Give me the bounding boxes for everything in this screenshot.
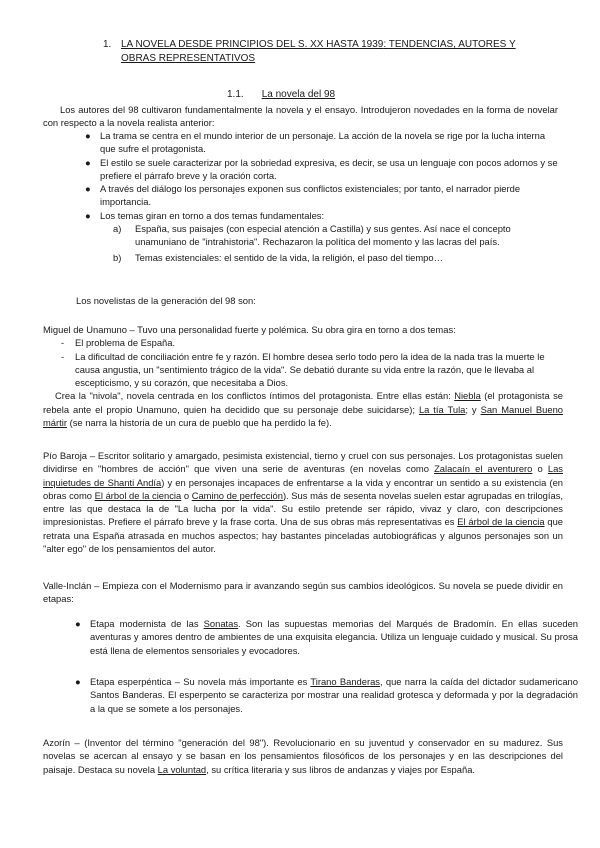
section-heading [103, 38, 523, 66]
section-title: LA NOVELA DESDE PRINCIPIOS DEL S. XX HASTA 1939: TENDENCIAS, AUTORES Y OBRAS REPRESENTATIVOS [121, 39, 516, 64]
baroja-paragraph: Pío Baroja – Escritor solitario y amargado, pesimista existencial, tierno y cruel con sus personajes. Los protagonistas suelen dividirse en "hombres de acción" que viven una serie de aventuras (en novelas como Zalacaín el aventurero o Las inquietudes de Shanti Andía) y en personajes incapaces de enfrentarse a la vida y encontrar un sentido a su existencia (en obras como El árbol de la ciencia o Camino de perfección). Sus más de sesenta novelas suelen estar agrupadas en trilogías, entre las que destaca la de "La lucha por la vida". Su estilo pretende ser rápido, vivaz y claro, con descripciones impresionistas. Prefiere el párrafo breve y la frase corta. Una de sus obras más representativas es El árbol de la ciencia que retrata una España atrasada en muchos aspectos; hay bastantes pinceladas autobiográficas y algunos personajes son un "alter ego" de los pensamientos del autor. [43, 450, 564, 555]
section-number: 1. [103, 39, 112, 50]
features-list [85, 129, 558, 264]
sub-list [85, 222, 558, 264]
work-title: El árbol de la ciencia [457, 516, 545, 528]
sub-list-item: b) Temas existenciales: el sentido de la vida, la religión, el paso del tiempo… [113, 251, 443, 263]
nivola-paragraph: Crea la "nivola", novela centrada en los conflictos íntimos del protagonista. Entre ellas están: Niebla (el protagonista se rebela ante el propio Unamuno, quien ha decidido que su personaje debe suicidarse); La tía Tula; y San Manuel Bueno mártir (se narra la historia de un cura de pueblo que ha perdido la fe). [43, 390, 563, 429]
work-title: San Manuel Bueno mártir [43, 403, 563, 429]
subsection-heading [227, 88, 335, 101]
subsection-number: 1.1. [227, 89, 244, 100]
list-item: - El problema de España. [61, 337, 176, 349]
work-title: Camino de perfección [191, 489, 283, 501]
list-item: ● La trama se centra en el mundo interior de un personaje. La acción de la novela se rige por la lucha interna que sufre el protagonista. [85, 130, 546, 155]
list-item: ● Etapa modernista de las Sonatas. Son las supuestas memorias del Marqués de Bradomín. En ellas suceden aventuras y amores dentro de ambientes de una exquisita elegancia. Utiliza un lenguaje cuidado y musical. Su prosa está llena de elementos sensoriales y evocadores. [75, 618, 578, 656]
work-title: Niebla [454, 390, 481, 402]
work-title: Zalacaín el aventurero [434, 463, 533, 475]
novelists-intro: Los novelistas de la generación del 98 son: [76, 295, 256, 306]
work-title: La voluntad [157, 763, 207, 775]
work-title: La tía Tula [418, 403, 466, 415]
list-item: - La dificultad de conciliación entre fe y razón. El hombre desea serlo todo pero la idea de la nada tras la muerte le causa angustia, un "sentimiento trágico de la vida". Se debatió durante su vida entre la razón, que le llevaba al escepticismo, y su corazón, que necesitaba a Dios. [61, 350, 545, 389]
work-title: Las inquietudes de Shanti Andía [43, 463, 563, 488]
list-item: ● El estilo se suele caracterizar por la sobriedad expresiva, es decir, se usa un lenguaje con pocos adornos y se prefiere el párrafo breve y la oración corta. [85, 156, 558, 181]
work-title: Tirano Banderas [310, 676, 380, 687]
work-title: Sonatas [203, 618, 239, 629]
list-item: ● Los temas giran en torno a dos temas fundamentales: [85, 209, 325, 221]
list-item: ● A través del diálogo los personajes exponen sus conflictos existenciales; por tanto, el narrador pierde importancia. [85, 183, 521, 208]
intro-paragraph: Los autores del 98 cultivaron fundamentalmente la novela y el ensayo. Introdujeron novedades en la forma de novelar con respecto a la novela realista anterior: [43, 104, 558, 129]
valle-intro: Valle-Inclán – Empieza con el Modernismo para ir avanzando según sus cambios ideológicos. Su novela se puede dividir en etapas: [43, 580, 563, 605]
sub-list-item: a) España, sus paisajes (con especial atención a Castilla) y sus gentes. Así nace el concepto unamuniano de "intrahistoria". Rechazaron la política del momento y las lacras del país. [113, 223, 511, 248]
work-title: El árbol de la ciencia [94, 489, 182, 501]
subsection-title: La novela del 98 [261, 89, 336, 100]
unamuno-intro: Miguel de Unamuno – Tuvo una personalidad fuerte y polémica. Su obra gira en torno a dos temas: [43, 324, 456, 335]
azorin-paragraph: Azorín – (Inventor del término "generación del 98"). Revolucionario en su juventud y conservador en su madurez. Sus novelas se acercan al ensayo y se basan en los pensamientos filosóficos de los personajes y en las descripciones del paisaje. Destaca su novela La voluntad, su crítica literaria y sus libros de andanzas y viajes por España. [43, 737, 563, 775]
unamuno-section [43, 323, 563, 429]
list-item: ● Etapa esperpéntica – Su novela más importante es Tirano Banderas, que narra la caída del dictador sudamericano Santos Banderas. El esperpento se caracteriza por mostrar una realidad grotesca y deformada y por la degradación a la que se somete a los personajes. [75, 676, 578, 714]
